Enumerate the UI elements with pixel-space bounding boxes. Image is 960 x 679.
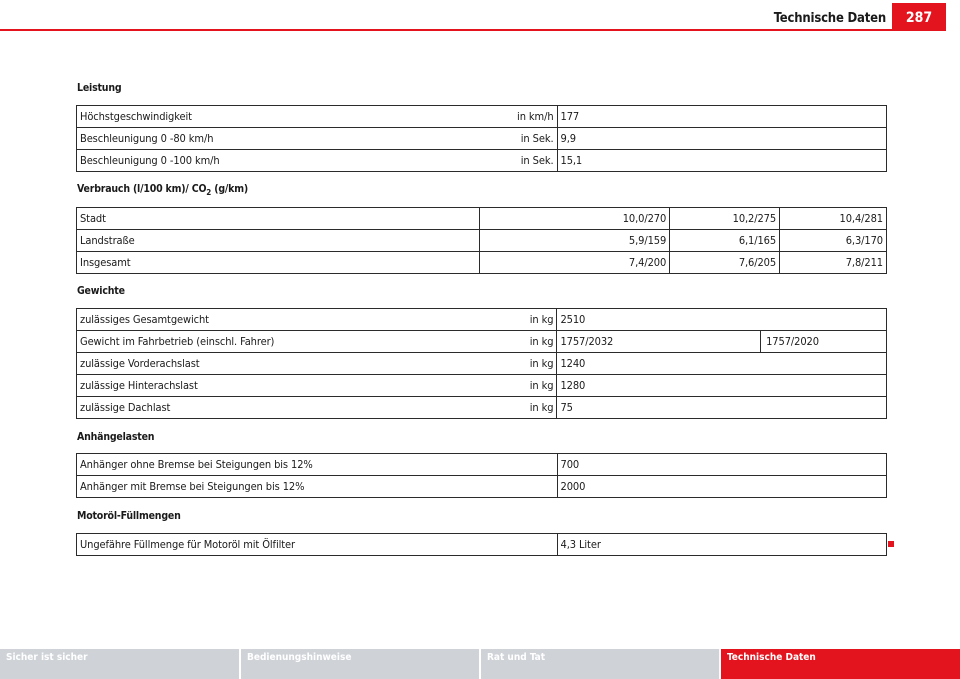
row-value-3: 7,8/211	[780, 252, 887, 274]
row-label: Gewicht im Fahrbetrieb (einschl. Fahrer)	[77, 331, 481, 353]
row-value-3: 6,3/170	[780, 230, 887, 252]
footer-tab-sicher-ist-sicher[interactable]: Sicher ist sicher	[0, 649, 239, 679]
table-leistung	[76, 105, 887, 172]
row-label: Höchstgeschwindigkeit	[77, 106, 481, 128]
title-subscript: 2	[206, 188, 212, 198]
table-anhaengelasten	[76, 453, 887, 498]
table-row	[77, 208, 887, 230]
page-title: Technische Daten	[773, 11, 886, 26]
row-value: 4,3 Liter	[557, 534, 886, 556]
table-row	[77, 331, 887, 353]
table-row	[77, 252, 887, 274]
row-unit: in kg	[480, 375, 557, 397]
table-row	[77, 353, 887, 375]
row-value: 1757/2032	[557, 331, 761, 353]
row-label: Insgesamt	[77, 252, 480, 274]
row-value: 15,1	[557, 150, 887, 172]
title-main: Verbrauch (l/100 km)/ CO	[77, 183, 207, 195]
footer-tab-rat-und-tat[interactable]: Rat und Tat	[481, 649, 719, 679]
table-row	[77, 150, 887, 172]
row-value-1: 10,0/270	[480, 208, 670, 230]
row-value-2: 1757/2020	[761, 331, 887, 353]
row-unit: in kg	[480, 331, 557, 353]
row-label: zulässige Dachlast	[77, 397, 481, 419]
footer-tab-technische-daten[interactable]: Technische Daten	[721, 649, 960, 679]
title-end: (g/km)	[211, 183, 248, 195]
header-rule	[0, 29, 946, 31]
row-label: zulässige Vorderachslast	[77, 353, 481, 375]
row-unit: in km/h	[480, 106, 557, 128]
row-label: Ungefähre Füllmenge für Motoröl mit Ölfilter	[77, 534, 558, 556]
section-title-gewichte: Gewichte	[77, 285, 125, 297]
table-gewichte	[76, 308, 887, 419]
row-value: 1240	[557, 353, 887, 375]
footer-nav	[0, 649, 960, 679]
section-title-motoroel: Motoröl-Füllmengen	[77, 510, 181, 522]
table-row	[77, 230, 887, 252]
row-label: Anhänger ohne Bremse bei Steigungen bis 12%	[77, 454, 558, 476]
row-unit: in kg	[480, 309, 557, 331]
row-label: Stadt	[77, 208, 480, 230]
table-motoroel	[76, 533, 887, 556]
row-label: Beschleunigung 0 -80 km/h	[77, 128, 481, 150]
section-title-verbrauch	[77, 183, 248, 197]
table-row	[77, 397, 887, 419]
footer-tab-bedienungshinweise[interactable]: Bedienungshinweise	[241, 649, 479, 679]
row-label: Landstraße	[77, 230, 480, 252]
row-value-3: 10,4/281	[780, 208, 887, 230]
row-unit: in kg	[480, 397, 557, 419]
row-label: zulässige Hinterachslast	[77, 375, 481, 397]
row-value: 177	[557, 106, 887, 128]
row-value-2: 6,1/165	[670, 230, 780, 252]
row-value: 2000	[557, 476, 886, 498]
table-row	[77, 128, 887, 150]
row-unit: in kg	[480, 353, 557, 375]
row-label: zulässiges Gesamtgewicht	[77, 309, 481, 331]
row-value-2: 7,6/205	[670, 252, 780, 274]
table-row	[77, 375, 887, 397]
row-value-1: 5,9/159	[480, 230, 670, 252]
row-value: 2510	[557, 309, 887, 331]
row-label: Anhänger mit Bremse bei Steigungen bis 12%	[77, 476, 558, 498]
row-value-2: 10,2/275	[670, 208, 780, 230]
row-value-1: 7,4/200	[480, 252, 670, 274]
table-row	[77, 454, 887, 476]
table-row	[77, 476, 887, 498]
page-number-badge: 287	[892, 3, 946, 31]
table-verbrauch	[76, 207, 887, 274]
table-row	[77, 309, 887, 331]
section-title-anhaengelasten: Anhängelasten	[77, 431, 155, 443]
row-unit: in Sek.	[480, 128, 557, 150]
row-value: 75	[557, 397, 887, 419]
row-value: 1280	[557, 375, 887, 397]
row-value: 700	[557, 454, 886, 476]
row-label: Beschleunigung 0 -100 km/h	[77, 150, 481, 172]
row-unit: in Sek.	[480, 150, 557, 172]
row-value: 9,9	[557, 128, 887, 150]
table-row	[77, 106, 887, 128]
section-title-leistung: Leistung	[77, 82, 122, 94]
section-end-marker	[888, 541, 894, 547]
table-row	[77, 534, 887, 556]
